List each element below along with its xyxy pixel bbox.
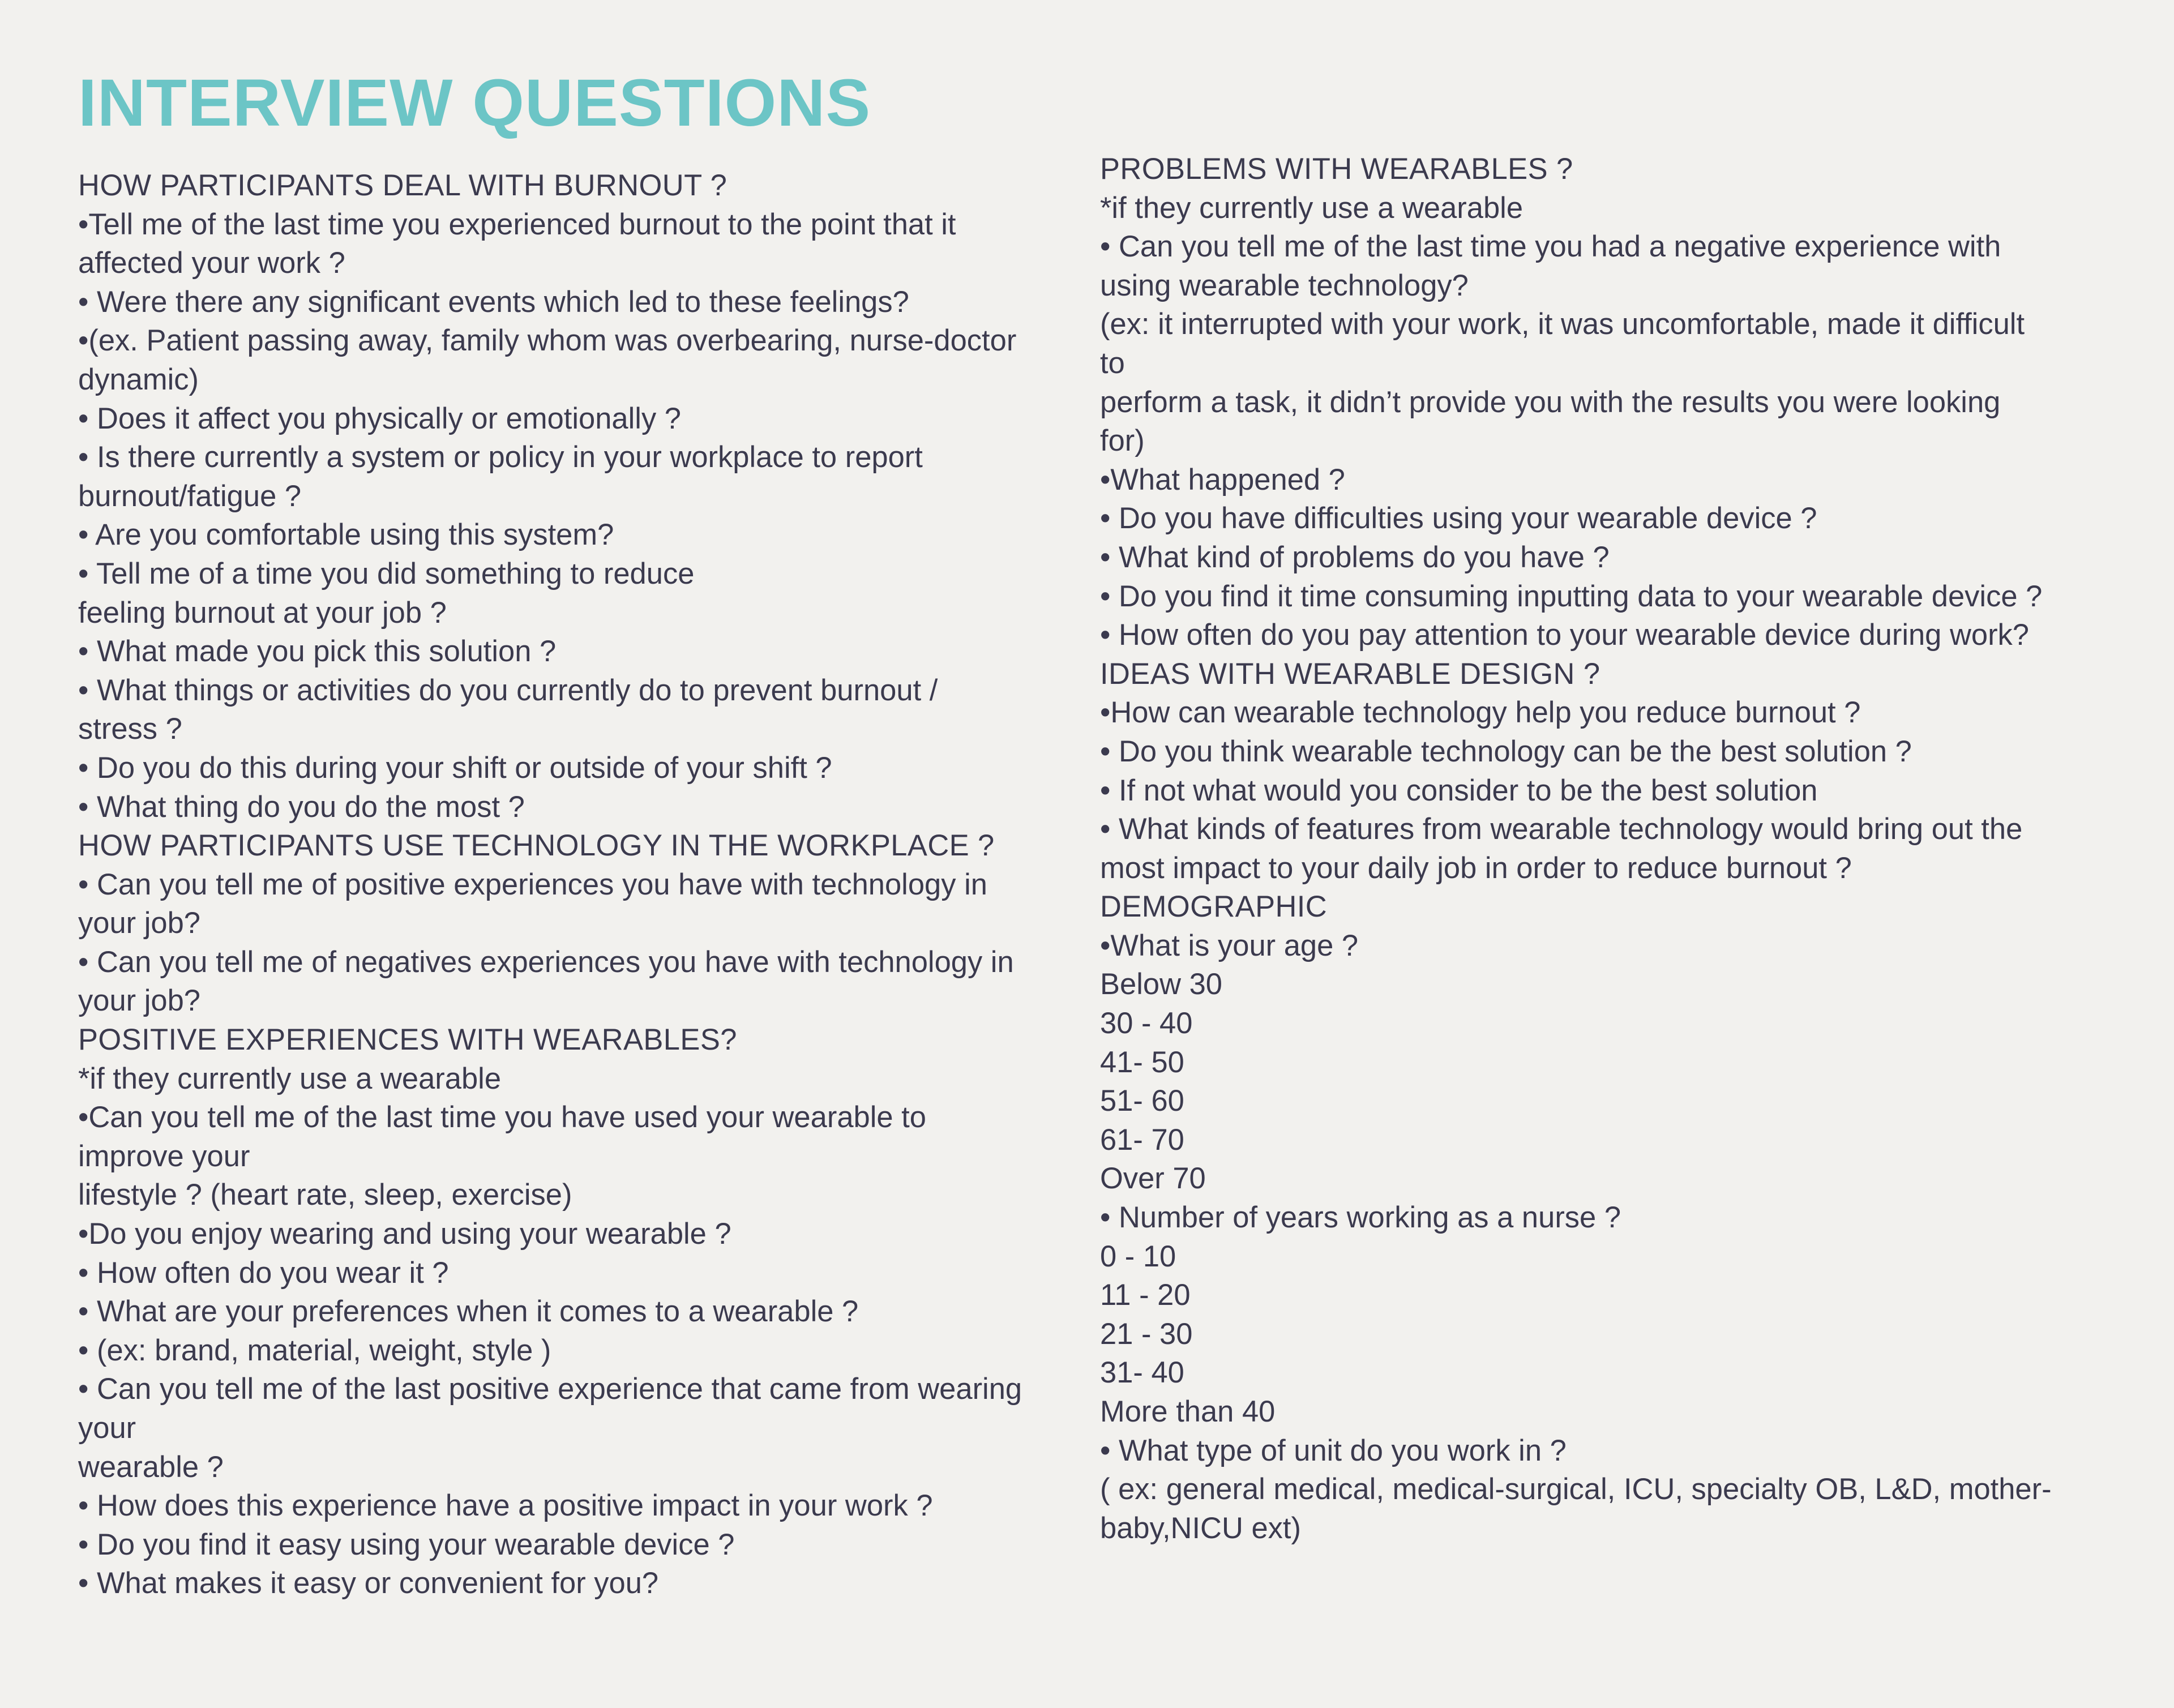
text-line: • Do you find it easy using your wearable device ? (78, 1527, 735, 1561)
text-line: • Do you think wearable technology can be the best solution ? (1100, 734, 1912, 768)
text-line: lifestyle ? (heart rate, sleep, exercise) (78, 1178, 572, 1212)
text-line: your job? (78, 984, 200, 1018)
text-line: perform a task, it didn’t provide you with the results you were looking (1100, 385, 2001, 419)
text-line: stress ? (78, 712, 182, 746)
text-line: •What happened ? (1100, 463, 1345, 496)
text-line: • Do you find it time consuming inputting data to your wearable device ? (1100, 579, 2043, 613)
section-heading: HOW PARTICIPANTS USE TECHNOLOGY IN THE WORKPLACE ? (78, 829, 995, 863)
text-line: your job? (78, 906, 200, 940)
text-line: • What kinds of features from wearable technology would bring out the (1100, 812, 2023, 846)
text-line: • If not what would you consider to be the best solution (1100, 773, 1818, 807)
text-line: More than 40 (1100, 1395, 1276, 1428)
text-line: •(ex. Patient passing away, family whom was overbearing, nurse-doctor (78, 324, 1017, 358)
text-line: affected your work ? (78, 246, 345, 280)
text-line: • Number of years working as a nurse ? (1100, 1201, 1621, 1235)
text-line: wearable ? (78, 1450, 224, 1484)
text-line: 41- 50 (1100, 1045, 1184, 1079)
text-line: • How often do you pay attention to your wearable device during work? (1100, 618, 2030, 652)
text-line: *if they currently use a wearable (78, 1061, 502, 1095)
text-line: your (78, 1411, 136, 1445)
text-line: • Do you have difficulties using your wearable device ? (1100, 502, 1817, 536)
right-column (1100, 150, 2102, 1548)
text-line: • Can you tell me of the last time you had a negative experience with (1100, 230, 2001, 264)
page-title: INTERVIEW QUESTIONS (78, 66, 871, 140)
text-line: • Does it affect you physically or emotionally ? (78, 401, 681, 435)
text-line: •Do you enjoy wearing and using your wearable ? (78, 1217, 731, 1251)
text-line: feeling burnout at your job ? (78, 596, 447, 630)
text-line: • What kind of problems do you have ? (1100, 540, 1610, 574)
text-line: • Tell me of a time you did something to reduce (78, 557, 695, 590)
section-heading: DEMOGRAPHIC (1100, 890, 1328, 924)
text-line: • What things or activities do you currently do to prevent burnout / (78, 673, 938, 707)
text-line: • What type of unit do you work in ? (1100, 1433, 1567, 1467)
text-line: • Is there currently a system or policy in your workplace to report (78, 440, 923, 474)
text-line: • Do you do this during your shift or outside of your shift ? (78, 751, 832, 785)
section-heading: HOW PARTICIPANTS DEAL WITH BURNOUT ? (78, 169, 727, 202)
section-heading: IDEAS WITH WEARABLE DESIGN ? (1100, 657, 1600, 691)
text-line: 0 - 10 (1100, 1239, 1176, 1273)
text-line: improve your (78, 1139, 250, 1173)
text-line: •What is your age ? (1100, 928, 1359, 962)
text-line: 21 - 30 (1100, 1317, 1193, 1351)
text-line: 61- 70 (1100, 1123, 1184, 1157)
text-line: • What are your preferences when it comes to a wearable ? (78, 1295, 859, 1329)
text-line: *if they currently use a wearable (1100, 191, 1523, 225)
text-line: dynamic) (78, 362, 199, 396)
text-line: 11 - 20 (1100, 1278, 1191, 1312)
text-line: 30 - 40 (1100, 1007, 1193, 1041)
text-line: baby,NICU ext) (1100, 1511, 1301, 1545)
text-line: 31- 40 (1100, 1356, 1184, 1390)
text-line: most impact to your daily job in order to reduce burnout ? (1100, 851, 1852, 885)
text-line: 51- 60 (1100, 1084, 1184, 1118)
section-heading: PROBLEMS WITH WEARABLES ? (1100, 152, 1573, 186)
text-line: •Can you tell me of the last time you have used your wearable to (78, 1101, 926, 1135)
text-line: • What makes it easy or convenient for you? (78, 1566, 659, 1600)
text-line: burnout/fatigue ? (78, 479, 302, 513)
text-line: (ex: it interrupted with your work, it was uncomfortable, made it difficult (1100, 307, 2025, 341)
text-line: • Were there any significant events which led to these feelings? (78, 285, 909, 319)
text-line: • What thing do you do the most ? (78, 790, 525, 824)
text-line: for) (1100, 424, 1145, 458)
text-line: • Can you tell me of positive experiences you have with technology in (78, 867, 987, 901)
text-line: Below 30 (1100, 968, 1222, 1001)
text-line: ( ex: general medical, medical-surgical, ICU, specialty OB, L&D, mother- (1100, 1472, 2052, 1506)
text-line: • Can you tell me of the last positive experience that came from wearing (78, 1372, 1022, 1406)
text-line: •Tell me of the last time you experienced burnout to the point that it (78, 207, 956, 241)
text-line: to (1100, 346, 1125, 380)
text-line: • Can you tell me of negatives experiences you have with technology in (78, 945, 1014, 979)
text-line: using wearable technology? (1100, 268, 1469, 302)
text-line: • How often do you wear it ? (78, 1256, 449, 1290)
text-line: • (ex: brand, material, weight, style ) (78, 1333, 551, 1367)
text-line: •How can wearable technology help you reduce burnout ? (1100, 696, 1861, 730)
left-column (78, 166, 1080, 1603)
text-line: • How does this experience have a positive impact in your work ? (78, 1489, 933, 1523)
text-line: • What made you pick this solution ? (78, 635, 557, 669)
text-line: • Are you comfortable using this system? (78, 518, 614, 552)
text-line: Over 70 (1100, 1162, 1206, 1196)
section-heading: POSITIVE EXPERIENCES WITH WEARABLES? (78, 1023, 737, 1057)
